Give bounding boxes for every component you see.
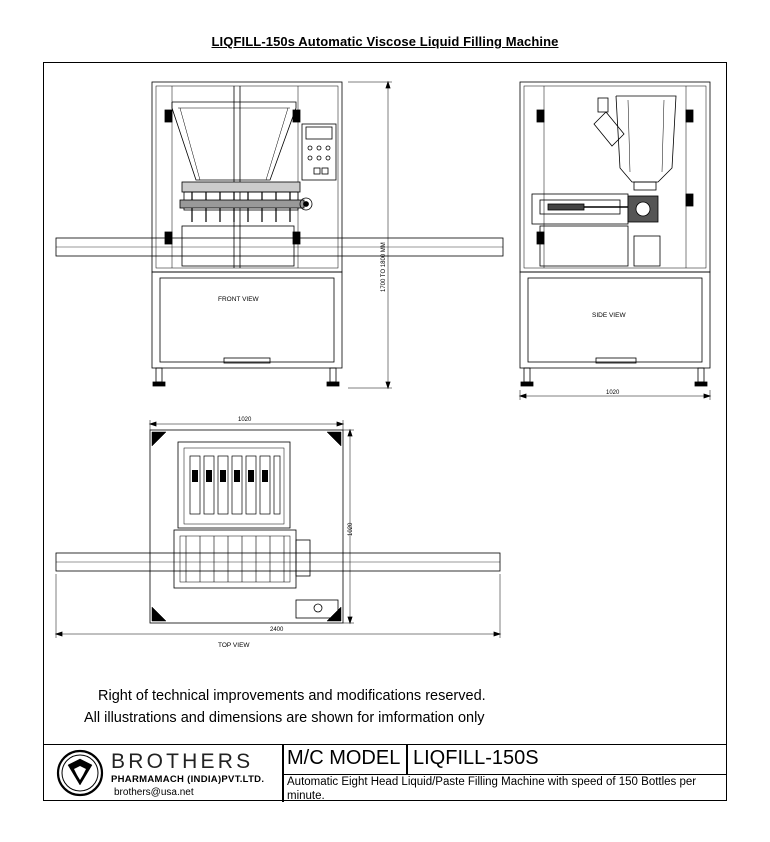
model-divider (406, 745, 408, 774)
front-view-drawing (56, 82, 503, 388)
side-view-drawing (520, 82, 710, 400)
machine-description: Automatic Eight Head Liquid/Paste Filling Machine with speed of 150 Bottles per minute. (287, 776, 697, 802)
height-dimension: 1700 TO 1800 MM (381, 242, 387, 292)
side-width-dimension: 1020 (606, 390, 620, 396)
front-view-label: FRONT VIEW (218, 296, 259, 303)
side-view-label: SIDE VIEW (592, 312, 626, 319)
model-value: LIQFILL-150S (413, 747, 539, 769)
company-email: brothers@usa.net (114, 787, 194, 798)
top-view-label: TOP VIEW (218, 642, 250, 649)
note-line-2: All illustrations and dimensions are shown for imformation only (84, 710, 485, 726)
conveyor-length-dimension: 2400 (270, 627, 284, 633)
brand-name: BROTHERS (111, 750, 254, 773)
model-label: M/C MODEL (287, 747, 401, 769)
top-depth-dimension: 1020 (348, 522, 354, 536)
title-block (43, 744, 727, 801)
page-title: LIQFILL-150s Automatic Viscose Liquid Filling Machine (211, 34, 559, 49)
note-line-1: Right of technical improvements and modifications reserved. (98, 688, 486, 704)
top-view-drawing (56, 420, 500, 638)
top-width-dimension: 1020 (238, 417, 252, 423)
company-name: PHARMAMACH (INDIA)PVT.LTD. (111, 774, 265, 785)
